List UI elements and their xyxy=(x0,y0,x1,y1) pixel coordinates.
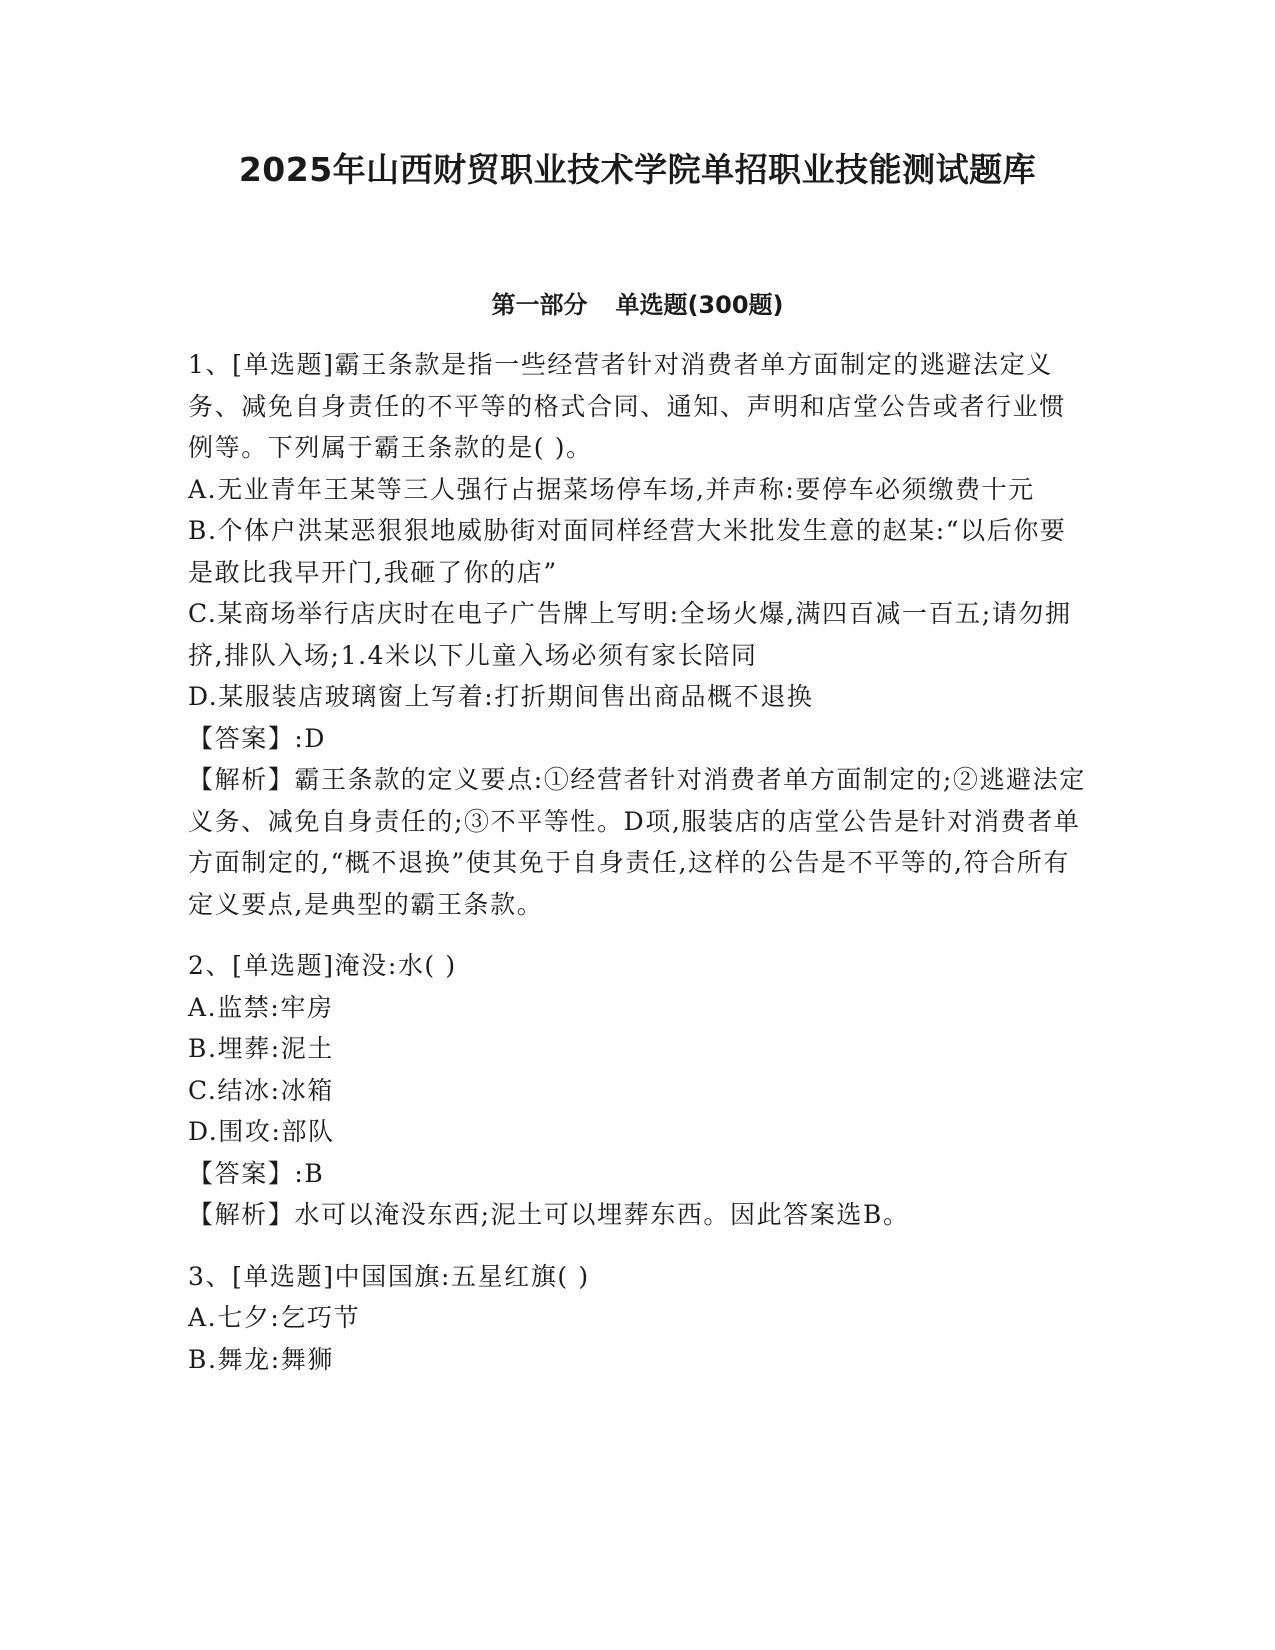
answer: 【答案】:B xyxy=(188,1158,325,1188)
answer: 【答案】:D xyxy=(188,723,327,753)
option-d: D.某服装店玻璃窗上写着:打折期间售出商品概不退换 xyxy=(188,682,814,711)
document-title: 2025年山西财贸职业技术学院单招职业技能测试题库 xyxy=(238,150,1037,189)
option-a: A.监禁:牢房 xyxy=(188,992,334,1022)
option-a: A.无业青年王某等三人强行占据菜场停车场,并声称:要停车必须缴费十元 xyxy=(188,474,1035,504)
section-name: 单选题(300题) xyxy=(615,291,784,319)
question-stem: 1、[单选题]霸王条款是指一些经营者针对消费者单方面制定的逃避法定义务、减免自身责任的不平等的格式合同、通知、声明和店堂公告或者行业惯例等。下列属于霸王条款的是( )。 xyxy=(188,350,1066,462)
section-part: 第一部分 xyxy=(491,291,588,319)
option-c: C.结冰:冰箱 xyxy=(188,1075,334,1105)
analysis: 【解析】霸王条款的定义要点:①经营者针对消费者单方面制定的;②逃避法定义务、减免自身责任的;③不平等性。D项,服装店的店堂公告是针对消费者单方面制定的,“概不退换”使其免于自身责任,这样的公告是不平等的,符合所有定义要点,是典型的霸王条款。 xyxy=(188,765,1086,919)
question-2 xyxy=(188,945,1088,1236)
option-b: B.个体户洪某恶狠狠地威胁街对面同样经营大米批发生意的赵某:“以后你要是敢比我早开门,我砸了你的店” xyxy=(188,516,1067,587)
section-heading xyxy=(0,288,1275,322)
option-c: C.某商场举行店庆时在电子广告牌上写明:全场火爆,满四百减一百五;请勿拥挤,排队入场;1.4米以下儿童入场必须有家长陪同 xyxy=(188,599,1072,670)
option-a: A.七夕:乞巧节 xyxy=(188,1303,361,1332)
option-d: D.围攻:部队 xyxy=(188,1117,335,1146)
question-list xyxy=(188,344,1088,1400)
option-b: B.埋葬:泥土 xyxy=(188,1034,334,1063)
analysis: 【解析】水可以淹没东西;泥土可以埋葬东西。因此答案选B。 xyxy=(188,1200,910,1229)
question-1 xyxy=(188,344,1088,925)
question-stem: 2、[单选题]淹没:水( ) xyxy=(188,951,457,980)
option-b: B.舞龙:舞狮 xyxy=(188,1344,334,1374)
question-3 xyxy=(188,1256,1088,1381)
question-stem: 3、[单选题]中国国旗:五星红旗( ) xyxy=(188,1261,590,1291)
